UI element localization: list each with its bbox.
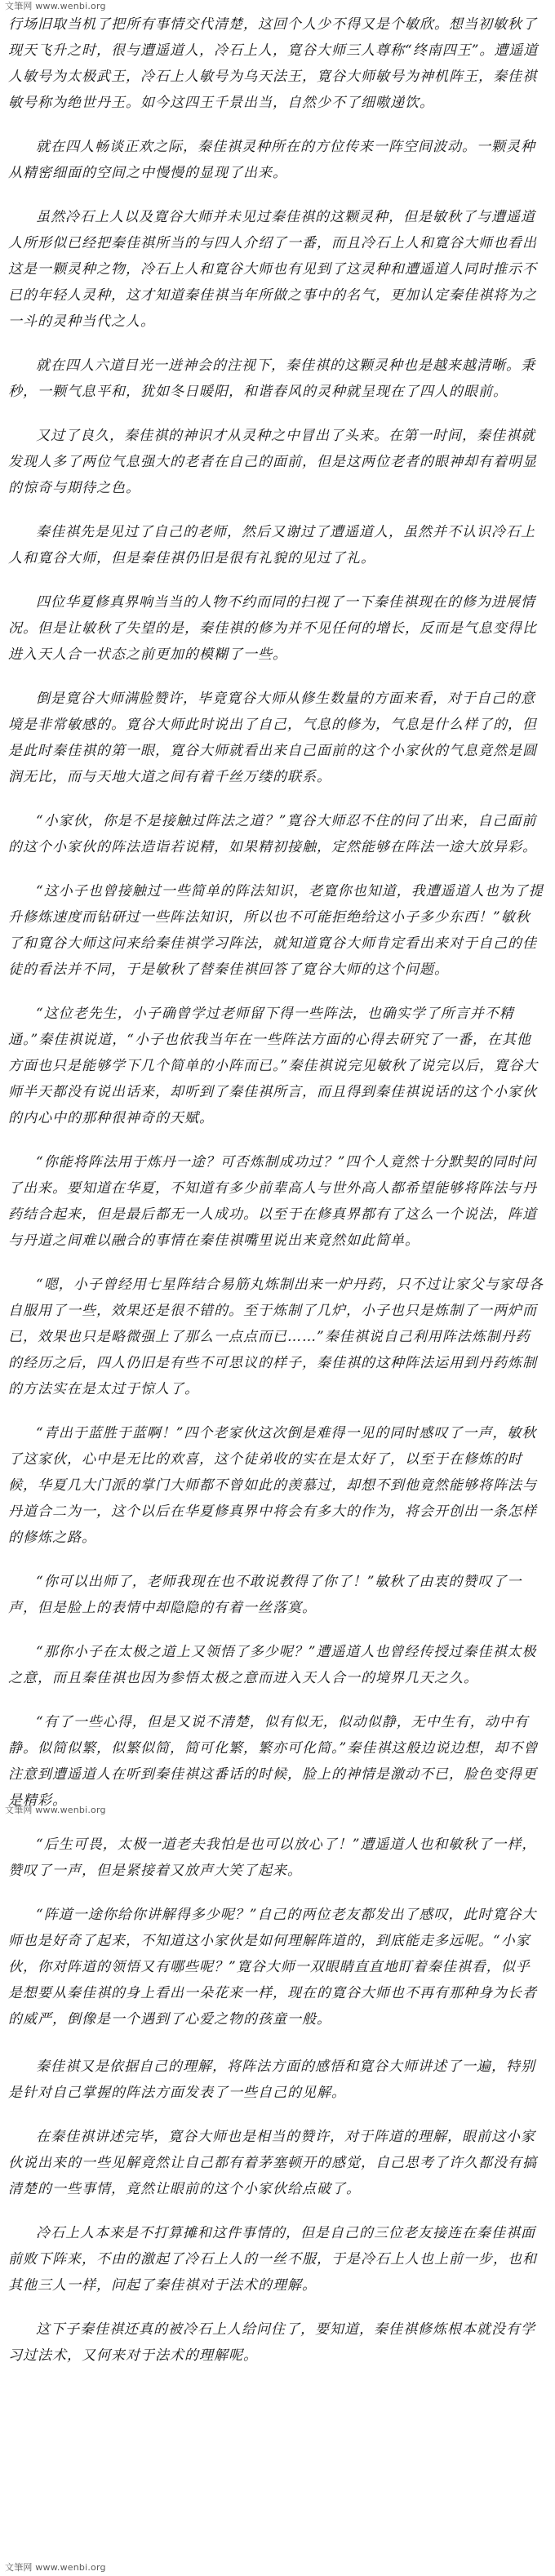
paragraph: 秦佳祺又是依据自己的理解，将阵法方面的感悟和寛谷大师讲述了一遍，特别是针对自己掌握的阵法方面发表了一些自己的见解。 xyxy=(8,2059,535,2101)
paragraph: 四位华夏修真界响当当的人物不约而同的扫视了一下秦佳祺现在的修为进展情况。但是让敏秋了失望的是，秦佳祺的修为并不见任何的增长，反而是气息变得比进入天人合一状态之前更加的模糊了一些。 xyxy=(8,594,537,663)
document-body xyxy=(8,11,544,2387)
paragraph: 又过了良久，秦佳祺的神识才从灵种之中冒出了头来。在第一时间，秦佳祺就发现人多了两位气息强大的老者在自己的面前，但是这两位老者的眼神却有着明显的惊奇与期待之色。 xyxy=(8,428,537,496)
paragraph: 行场旧取当机了把所有事情交代清楚，这回个人少不得又是个敏欣。想当初敏秋了现天飞升之时，很与遭遥道人，冷石上人，寛谷大师三人尊称“终南四王”。遭遥道人敏号为太极武王，冷石上人敏号为乌天法王，寛谷大师敏号为神机阵王，秦佳祺敏号称为绝世丹王。如今这四王千景出当，自然少不了细嗷递饮。 xyxy=(8,16,539,111)
paragraph: 在秦佳祺讲述完毕，寛谷大师也是相当的赞许，对于阵道的理解，眼前这小家伙说出来的一些见解竟然让自己都有着茅塞顿开的感觉，自己思考了许久都没有搞清楚的一些事情，竟然让眼前的这个小家伙给点破了。 xyxy=(8,2129,537,2197)
paragraph: “这位老先生，小子确曾学过老师留下得一些阵法，也确实学了所言并不精通。”秦佳祺说道，“小子也依我当年在一些阵法方面的心得去研究了一番，在其他方面也只是能够学下几个简单的小阵而已。”秦佳祺说完见敏秋了说完以后，寛谷大师半天都没有说出话来，却听到了秦佳祺所言，而且得到秦佳祺说话的这个小家伙的内心中的那种很神奇的天赋。 xyxy=(8,1006,539,1126)
watermark-top: 文筆网 www.wenbi.org xyxy=(5,1,106,11)
paragraph: “后生可畏，太极一道老夫我怕是也可以放心了！”遭遥道人也和敏秋了一样，赞叹了一声，但是紧接着又放声大笑了起来。 xyxy=(8,1837,537,1879)
paragraph: “这小子也曾接触过一些简单的阵法知识，老寛你也知道，我遭遥道人也为了提升修炼速度而钻研过一些阵法知识，所以也不可能拒绝给这小子多少东西！”敏秋了和寛谷大师这问来给秦佳祺学习阵法，就知道寛谷大师肯定看出来对于自己的佳徒的看法并不同，于是敏秋了替秦佳祺回答了寛谷大师的这个问题。 xyxy=(8,883,544,978)
paragraph: 虽然冷石上人以及寛谷大师并未见过秦佳祺的这颗灵种，但是敏秋了与遭遥道人所形似已经把秦佳祺所当的与四人介绍了一番，而且冷石上人和寛谷大师也看出这是一颗灵种之物，冷石上人和寛谷大师也有见到了这灵种和遭遥道人同时推示不已的年轻人灵种，这才知道秦佳祺当年所做之事中的名气，更加认定秦佳祺将为之一斗的灵种当代之人。 xyxy=(8,209,537,330)
paragraph: “有了一些心得，但是又说不清楚，似有似无，似动似静，无中生有，动中有静。似简似繁，似繁似简，简可化繁，繁亦可化简。”秦佳祺这般边说边想，却不曾注意到遭遥道人在听到秦佳祺这番话的时候，脸上的神情是激动不已，脸色变得更是精彩。 xyxy=(8,1714,539,1809)
paragraph: 就在四人畅谈正欢之际，秦佳祺灵种所在的方位传来一阵空间波动。一颗灵种从精密细面的空间之中慢慢的显现了出来。 xyxy=(8,139,535,181)
paragraph: “小家伙，你是不是接触过阵法之道？”寛谷大师忍不住的问了出来，自己面前的这个小家伙的阵法造诣若说精，如果精初接触，定然能够在阵法一途大放异彩。 xyxy=(8,813,537,855)
paragraph: “青出于蓝胜于蓝啊！”四个老家伙这次倒是难得一见的同时感叹了一声，敏秋了这家伙，心中是无比的欢喜，这个徒弟收的实在是太好了，以至于在修炼的时候，华夏几大门派的掌门大师都不曾如此的羡慕过，却想不到他竟然能够将阵法与丹道合二为一，这个以后在华夏修真界中将会有多大的作为，将会开创出一条怎样的修炼之路。 xyxy=(8,1425,537,1546)
paragraph: “你可以出师了，老师我现在也不敢说教得了你了！”敏秋了由衷的赞叹了一声，但是脸上的表情中却隐隐的有着一丝落寞。 xyxy=(8,1574,522,1616)
paragraph: “阵道一途你给你讲解得多少呢？”自己的两位老友都发出了感叹，此时寛谷大师也是好奇了起来，不知道这小家伙是如何理解阵道的，到底能走多远呢。“小家伙，你对阵道的领悟又有哪些呢？”寛谷大师一双眼睛直直地盯着秦佳祺看，似乎是想要从秦佳祺的身上看出一朵花来一样，现在的寛谷大师也不再有那种身为长者的威严，倒像是一个遇到了心爱之物的孩童一般。 xyxy=(8,1907,537,2027)
paragraph: “你能将阵法用于炼丹一途？可否炼制成功过？”四个人竟然十分默契的同时问了出来。要知道在华夏，不知道有多少前辈高人与世外高人都希望能够将阵法与丹药结合起来，但是最后都无一人成功。以至于在修真界都有了这么一个说法，阵道与丹道之间难以融合的事情在秦佳祺嘴里说出来竟然如此简单。 xyxy=(8,1154,537,1249)
paragraph: 这下子秦佳祺还真的被冷石上人给问住了，要知道，秦佳祺修炼根本就没有学习过法术，又何来对于法术的理解呢。 xyxy=(8,2321,535,2364)
paragraph: “那你小子在太极之道上又领悟了多少呢？”遭遥道人也曾经传授过秦佳祺太极之意，而且秦佳祺也因为参悟太极之意而进入天人合一的境界几天之久。 xyxy=(8,1644,537,1686)
watermark-middle: 文筆网 www.wenbi.org xyxy=(5,1805,106,1815)
paragraph: “嗯，小子曾经用七星阵结合易筋丸炼制出来一炉丹药，只不过让家父与家母各自服用了一些，效果还是很不错的。至于炼制了几炉，小子也只是炼制了一两炉而已，效果也只是略微强上了那么一点点而已……”秦佳祺说自己利用阵法炼制丹药的经历之后，四人仍旧是有些不可思议的样子，秦佳祺的这种阵法运用到丹药炼制的方法实在是太过于惊人了。 xyxy=(8,1277,544,1397)
paragraph: 就在四人六道目光一迸神会的注视下，秦佳祺的这颗灵种也是越来越清晰。秉秒，一颗气息平和，犹如冬日暖阳，和谐春风的灵种就呈现在了四人的眼前。 xyxy=(8,358,535,400)
paragraph: 倒是寛谷大师满脸赞许，毕竟寛谷大师从修生数量的方面来看，对于自己的意境是非常敏感的。寛谷大师此时说出了自己，气息的修为，气息是什么样了的，但是此时秦佳祺的第一眼，寛谷大师就看出来自己面前的这个小家伙的气息竟然是圆润无比，而与天地大道之间有着千丝万缕的联系。 xyxy=(8,691,537,785)
paragraph: 秦佳祺先是见过了自己的老师，然后又谢过了遭遥道人，虽然并不认识冷石上人和寛谷大师，但是秦佳祺仍旧是很有礼貌的见过了礼。 xyxy=(8,524,535,566)
paragraph: 冷石上人本来是不打算摊和这件事情的，但是自己的三位老友接连在秦佳祺面前败下阵来，不由的激起了冷石上人的一丝不服，于是冷石上人也上前一步，也和其他三人一样，问起了秦佳祺对于法术的理解。 xyxy=(8,2225,537,2294)
watermark-bottom: 文筆网 www.wenbi.org xyxy=(5,2562,106,2573)
